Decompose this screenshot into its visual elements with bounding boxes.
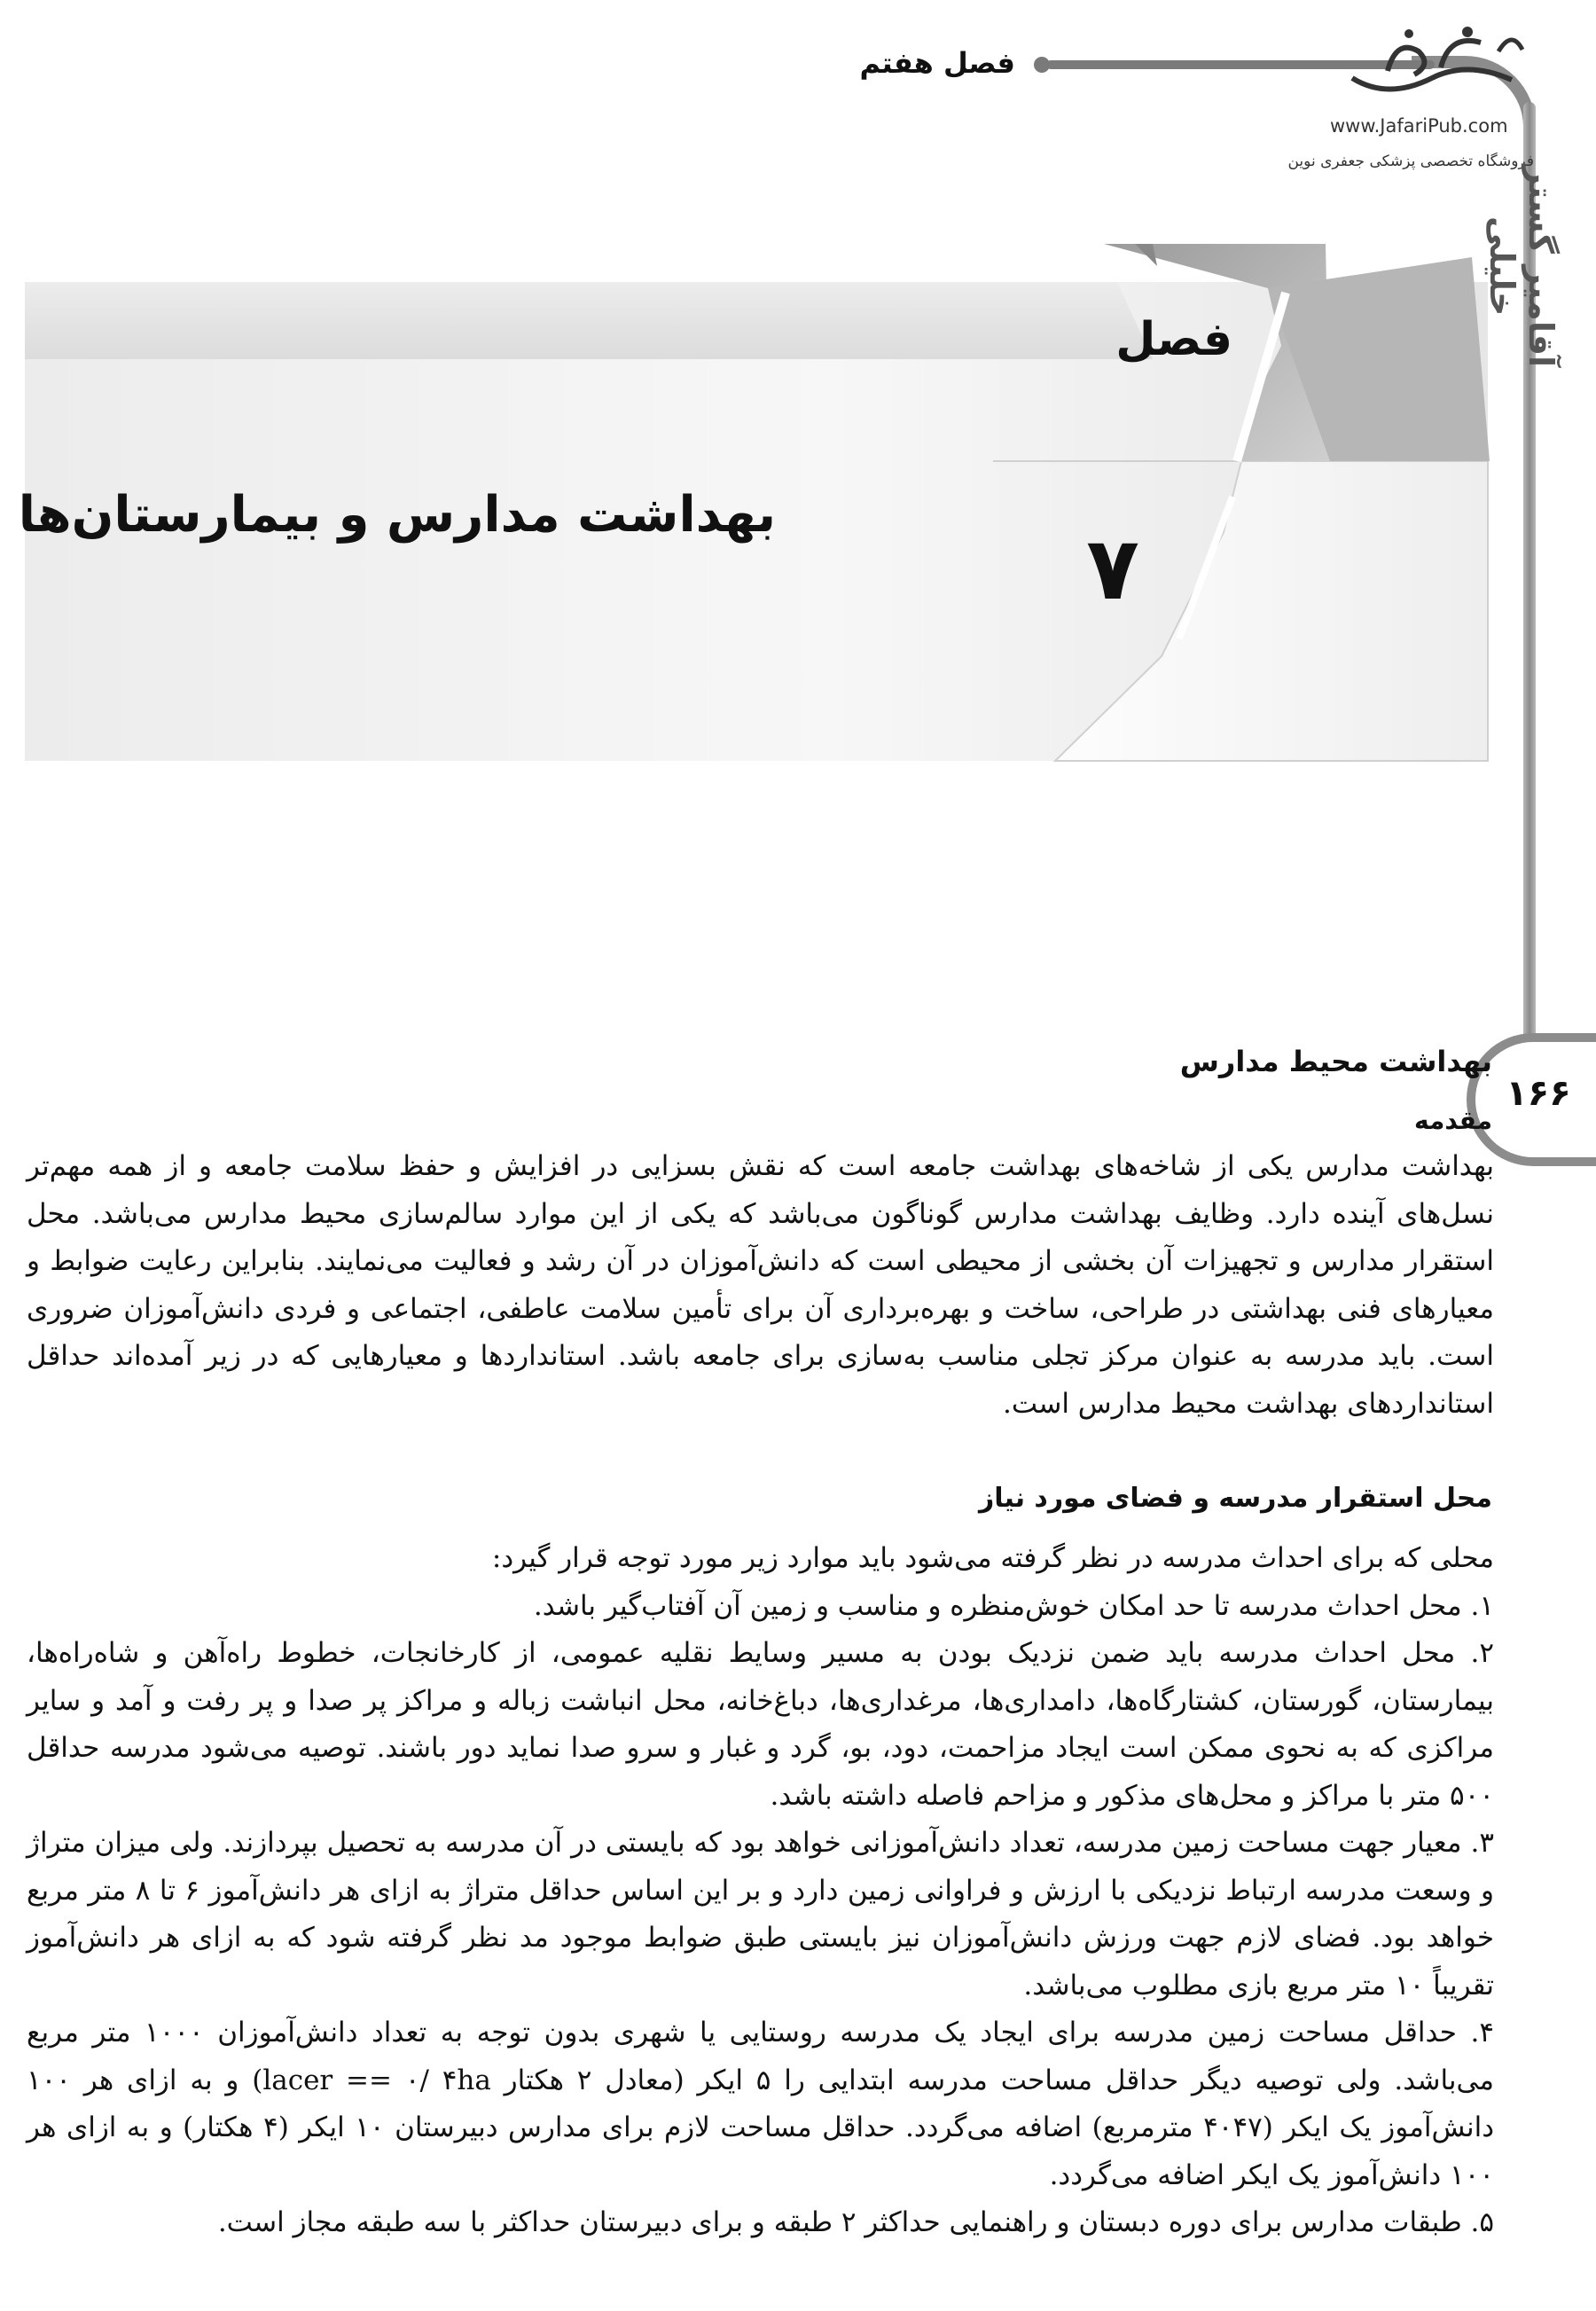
intro-paragraph: بهداشت مدارس یکی از شاخه‌های بهداشت جامعه است که نقش بسزایی در افزایش و حفظ سلامت جامعه و از همه مهم‌تر نسل‌های آینده دارد. وظایف بهداشت مدارس گوناگون می‌باشد که یکی از این موارد سالم‌سازی محیط مدارس می‌باشد. محل استقرار مدارس و تجهیزات آن بخشی از محیطی است که دانش‌آموزان در آن رشد و فعالیت می‌نمایند. بنابراین رعایت ضوابط و معیارهای فنی بهداشتی در طراحی، ساخت و بهره‌برداری آن برای تأمین سلامت عاطفی، اجتماعی و فردی دانش‌آموزان ضروری است. باید مدرسه به عنوان مرکز تجلی مناسب به‌سازی برای جامعه باشد. استانداردها و معیارهایی که در زیر آمده‌اند حداقل استانداردهای بهداشت محیط مدارس است. (27, 1150, 1494, 1420)
intro-heading: مقدمه (1414, 1106, 1492, 1135)
chapter-word: فصل (1115, 313, 1232, 366)
list-item: ۵. طبقات مدارس برای دوره دبستان و راهنمایی حداکثر ۲ طبقه و برای دبیرستان حداکثر با سه طبقه مجاز است. (217, 2206, 1494, 2238)
list-item: ۳. معیار جهت مساحت زمین مدرسه، تعداد دانش‌آموزانی خواهد بود که بایستی در آن مدرسه به تحصیل بپردازند. ولی میزان متراژ و وسعت مدرسه ارتباط نزدیکی با ارزش و فراوانی زمین دارد و بر این اساس حداقل متراژ به ازای هر دانش‌آموز ۶ تا ۸ متر مربع خواهد بود. فضای لازم جهت ورزش دانش‌آموزان نیز بایستی طبق ضوابط موجود مد نظر گرفته شود که به ازای هر دانش‌آموز تقریباً ۱۰ متر مربع بازی مطلوب می‌باشد. (27, 1827, 1495, 2002)
running-header-chapter: فصل هفتم (859, 46, 1015, 80)
sub-intro: محلی که برای احداث مدرسه در نظر گرفته می‌شود باید موارد زیر مورد توجه قرار گیرد: (491, 1542, 1494, 1574)
section-heading: بهداشت محیط مدارس (1179, 1045, 1492, 1078)
publisher-logo-icon (1334, 16, 1530, 115)
page-number: ۱۶۶ (1506, 1073, 1571, 1114)
chapter-title: بهداشت مدارس و بیمارستان‌ها (18, 486, 776, 544)
intro-paragraph-block (27, 1143, 1494, 1428)
publisher-url: www.JafariPub.com (1330, 115, 1508, 137)
chapter-number: ۷ (1086, 519, 1139, 620)
publisher-store-name: فروشگاه تخصصی پزشکی جعفری نوین (1287, 153, 1534, 170)
sub-heading: محل استقرار مدرسه و فضای مورد نیاز (978, 1483, 1492, 1514)
list-item: ۱. محل احداث مدرسه تا حد امکان خوش‌منظره و مناسب و زمین آن آفتاب‌گیر باشد. (533, 1589, 1494, 1622)
header-rule-dot (1034, 57, 1050, 73)
list-item: ۲. محل احداث مدرسه باید ضمن نزدیک بودن به مسیر وسایط نقلیه عمومی، از کارخانجات، خطوط راه‌آهن و شاه‌راه‌ها، بیمارستان، گورستان، کشتارگاه‌ها، دامداری‌ها، مرغداری‌ها، دباغ‌خانه، محل انباشت زباله و مراکز پر صدا و پر رفت و آمد و سایر مراکزی که به نحوی ممکن است ایجاد مزاحمت، دود، بو، گرد و غبار و سرو صدا نماید دور باشند. توصیه می‌شود مدرسه حداقل ۵۰۰ متر با مراکز و محل‌های مذکور و مزاحم فاصله داشته باشد. (27, 1637, 1494, 1812)
list-item: ۴. حداقل مساحت زمین مدرسه برای ایجاد یک مدرسه روستایی یا شهری بدون توجه به تعداد دانش‌آموزان ۱۰۰۰ متر مربع می‌باشد. ولی توصیه دیگر حداقل مساحت مدرسه ابتدایی را ۵ ایکر (معادل ۲ هکتار lacer == ۰/ ۴ha) و به ازای هر ۱۰۰ دانش‌آموز یک ایکر (۴۰۴۷ مترمربع) اضافه می‌گردد. حداقل مساحت لازم برای مدارس دبیرستان ۱۰ ایکر (۴ هکتار) و به ازای هر ۱۰۰ دانش‌آموز یک ایکر اضافه می‌گردد. (27, 2017, 1495, 2191)
requirements-list (27, 1535, 1494, 2247)
spine-title: آقامیر گستر خلیلی (1483, 165, 1561, 367)
